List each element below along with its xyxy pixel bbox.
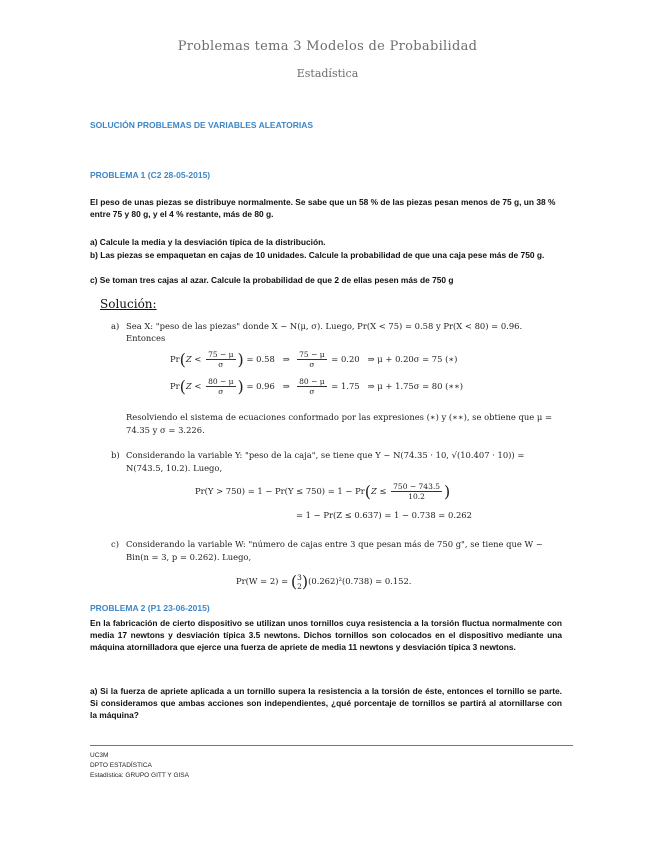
solution-a-line2: Entonces xyxy=(126,333,166,343)
eq1-fraction: $\frac{75 - \mu}{\sigma}$ xyxy=(208,350,234,369)
problem1-question-c: c) Se toman tres cajas al azar. Calcule la probabilidad de que 2 de ellas pesen más de 750 g xyxy=(90,275,454,285)
problem1-question-a: a) Calcule la media y la desviación típica de la distribución. xyxy=(90,237,326,247)
solution-a-line4: 74.35 y σ = 3.226. xyxy=(126,425,205,435)
document-title: Problemas tema 3 Modelos de Probabilidad xyxy=(177,39,478,54)
binomial-coefficient: 3 2 xyxy=(297,572,302,591)
footer-divider xyxy=(90,745,573,746)
sol-c-eq-right: (0.262)²(0.738) = 0.152. xyxy=(308,576,412,586)
document-subtitle: Estadística xyxy=(296,67,359,80)
eq1-rhs-fraction: $\frac{75 - \mu}{\sigma}$ xyxy=(299,350,325,369)
solution-b-equation-1: Pr(Y > 750) = 1 − Pr(Y ≤ 750) = 1 − Pr(Z ≤ $\frac{750 - 743.5}{10.2}$ ) xyxy=(195,482,451,501)
solution-label: Solución: xyxy=(100,297,157,311)
equation-row-1: Pr(Z < $\frac{75 - \mu}{\sigma}$ ) = 0.58 ⇒ $\frac{75 - \mu}{\sigma}$ = 0.20 ⇒ μ + 0.20σ = 75 (∗) xyxy=(170,350,458,369)
eq2-fraction: $\frac{80 - \mu}{\sigma}$ xyxy=(208,377,234,396)
problem1-statement: El peso de unas piezas se distribuye normalmente. Se sabe que un 58 % de las piezas pesan menos de 75 g, un 38 % entre 75 y 80 g, y el 4 % restante, más de 80 g. xyxy=(90,197,556,219)
eq2-value: = 0.96 xyxy=(246,381,275,391)
problem1-title: PROBLEMA 1 (C2 28-05-2015) xyxy=(90,170,211,180)
section-title: SOLUCIÓN PROBLEMAS DE VARIABLES ALEATORIAS xyxy=(90,120,314,130)
sol-c-eq-left: Pr(W = 2) = xyxy=(236,576,289,586)
problem2-statement: En la fabricación de cierto dispositivo se utilizan unos tornillos cuya resistencia a la torsión fluctua normalmente con media 17 newtons y desviación típica 3.5 newtons. Dichos tornillos son colocados en el dispositivo mediante una máquina atornilladora que ejerce una fuerza de apriete de media 11 newtons y desviación típica 3 newtons. xyxy=(90,618,562,652)
solution-c-label: c) xyxy=(111,539,119,549)
solution-b-line2: N(743.5, 10.2). Luego, xyxy=(126,463,223,473)
footer-line-3: Estadística: GRUPO GITT Y GISA xyxy=(90,772,189,779)
eq1-final: ⇒ μ + 0.20σ = 75 (∗) xyxy=(367,354,458,364)
footer-line-2: DPTO ESTADÍSTICA xyxy=(90,762,152,769)
eq1-pr: Pr xyxy=(170,354,180,364)
footer-line-1: UC3M xyxy=(90,752,109,759)
solution-c-equation: Pr(W = 2) = ( 3 2 )(0.262)²(0.738) = 0.152. xyxy=(236,572,412,591)
eq2-final: ⇒ μ + 1.75σ = 80 (∗∗) xyxy=(367,381,464,391)
solution-c-line2: Bin(n = 3, p = 0.262). Luego, xyxy=(126,552,252,562)
solution-a-line1: Sea X: "peso de las piezas" donde X ~ N(μ, σ). Luego, Pr(X < 75) = 0.58 y Pr(X < 80) = 0.96. xyxy=(126,321,523,331)
solution-a-label: a) xyxy=(111,321,120,331)
eq2-rhs-value: = 1.75 xyxy=(331,381,360,391)
eq1-value: = 0.58 xyxy=(246,354,275,364)
problem1-question-b: b) Las piezas se empaquetan en cajas de 10 unidades. Calcule la probabilidad de que una caja pese más de 750 g. xyxy=(90,250,545,260)
solution-b-label: b) xyxy=(111,450,120,460)
solution-c-line1: Considerando la variable W: "número de cajas entre 3 que pesan más de 750 g", se tiene que W ~ xyxy=(126,539,543,549)
sol-b-eq1-fraction: $\frac{750 - 743.5}{10.2}$ xyxy=(393,482,440,501)
eq1-rhs-value: = 0.20 xyxy=(331,354,360,364)
equation-row-2: Pr(Z < $\frac{80 - \mu}{\sigma}$ ) = 0.96 ⇒ $\frac{80 - \mu}{\sigma}$ = 1.75 ⇒ μ + 1.75σ = 80 (∗∗) xyxy=(170,377,464,396)
eq2-rhs-fraction: $\frac{80 - \mu}{\sigma}$ xyxy=(299,377,325,396)
solution-b-equation-2: = 1 − Pr(Z ≤ 0.637) = 1 − 0.738 = 0.262 xyxy=(296,510,472,520)
problem2-title: PROBLEMA 2 (P1 23-06-2015) xyxy=(90,603,210,613)
solution-a-line3: Resolviendo el sistema de ecuaciones conformado por las expresiones (∗) y (∗∗), se obtiene que μ = xyxy=(126,412,552,422)
solution-b-line1: Considerando la variable Y: "peso de la caja", se tiene que Y ~ N(74.35 · 10, √(10.407 · 10)) = xyxy=(126,450,525,460)
sol-b-eq1-left: Pr(Y > 750) = 1 − Pr(Y ≤ 750) = 1 − Pr xyxy=(195,486,365,496)
eq2-pr: Pr xyxy=(170,381,180,391)
problem2-question-a: a) Si la fuerza de apriete aplicada a un tornillo supera la resistencia a la torsión de éste, entonces el tornillo se parte. Si consideramos que ambas acciones son independientes, ¿qué porcentaje de tornillos se partirá al atornillarse con la máquina? xyxy=(90,686,562,720)
